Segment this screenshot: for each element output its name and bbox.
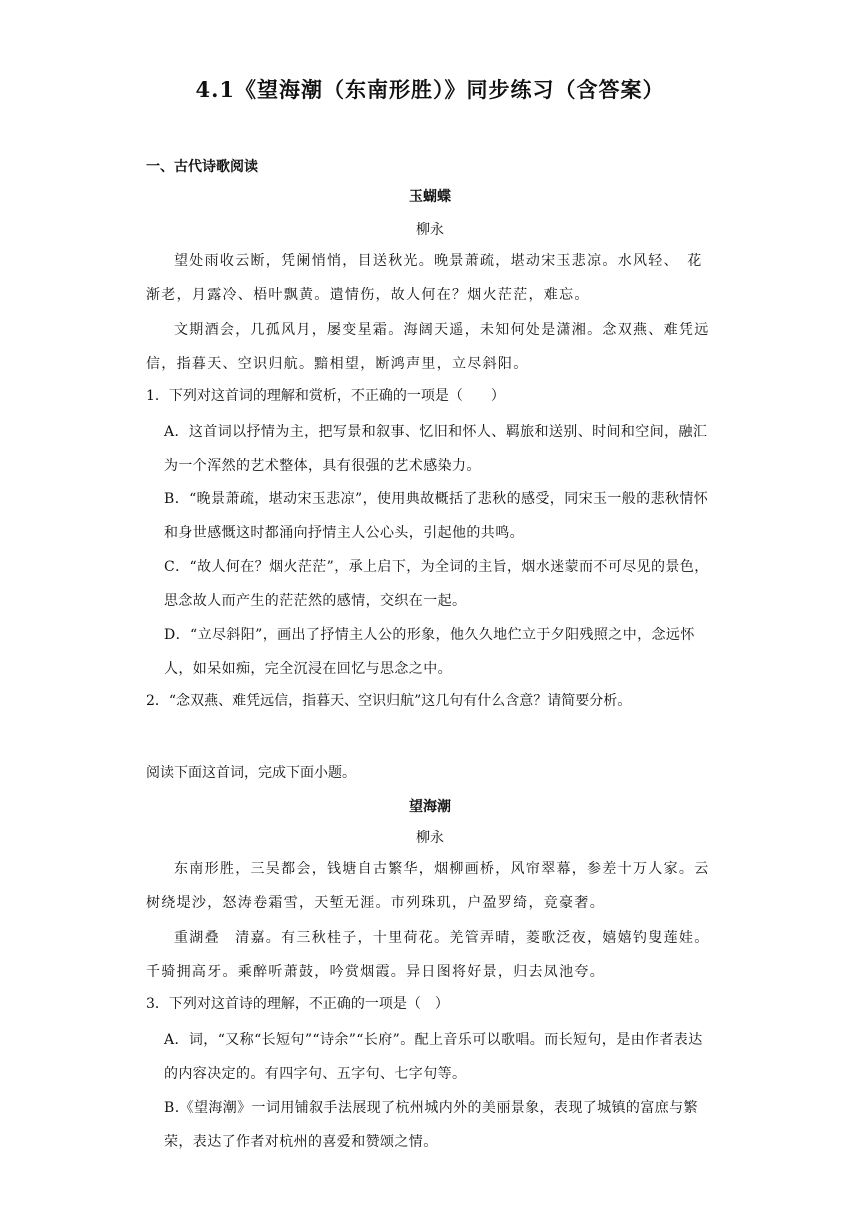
question-3-stem: 3．下列对这首诗的理解，不正确的一项是（ ） [146, 996, 449, 1012]
poem1-author: 柳永 [416, 222, 444, 238]
poem1-paragraph-1: 望处雨收云断，凭阑悄悄，目送秋光。晚景萧疏，堪动宋玉悲凉。水风轻、 花渐老，月露冷、梧叶飘黄。遣情伤，故人何在？烟火茫茫，难忘。 [146, 253, 703, 303]
poem2-paragraph-2: 重湖叠 清嘉。有三秋桂子，十里荷花。羌管弄晴，菱歌泛夜，嬉嬉钓叟莲娃。千骑拥高牙。乘醉听萧鼓，吟赏烟霞。异日图将好景，归去凤池夸。 [146, 930, 710, 980]
question-3-option-a: A．词，“又称“长短句”“诗余”“长府”。配上音乐可以歌唱。而长短句，是由作者表达的内容决定的。有四字句、五字句、七字句等。 [164, 1032, 703, 1082]
question-1-stem: 1．下列对这首词的理解和赏析，不正确的一项是（ ） [146, 388, 505, 404]
question-1-option-b: B．“晚景萧疏，堪动宋玉悲凉”，使用典故概括了悲秋的感受，同宋玉一般的悲秋情怀和身世感慨这时都涌向抒情主人公心头，引起他的共鸣。 [164, 491, 709, 541]
question-2-stem: 2．“念双燕、难凭远信，指暮天、空识归航”这几句有什么含意？请简要分析。 [146, 693, 632, 709]
section-heading: 一、古代诗歌阅读 [146, 159, 258, 175]
page-title: 4.1《望海潮（东南形胜）》同步练习（含答案） [195, 77, 665, 102]
question-1-option-c: C．“故人何在？烟火茫茫”，承上启下，为全词的主旨，烟水迷蒙而不可尽见的景色，思念故人而产生的茫茫然的感情，交织在一起。 [164, 559, 709, 609]
poem1-paragraph-2: 文期酒会，几孤风月，屡变星霜。海阔天遥，未知何处是潇湘。念双燕、难凭远信，指暮天、空识归航。黯相望，断鸿声里，立尽斜阳。 [146, 322, 710, 372]
poem2-paragraph-1: 东南形胜，三吴都会，钱塘自古繁华，烟柳画桥，风帘翠幕，参差十万人家。云树绕堤沙，怒涛卷霜雪，天堑无涯。市列珠玑，户盈罗绮，竞豪奢。 [146, 861, 710, 911]
question-1-option-a: A．这首词以抒情为主，把写景和叙事、忆旧和怀人、羁旅和送别、时间和空间，融汇为一个浑然的艺术整体，具有很强的艺术感染力。 [164, 424, 708, 474]
poem1-title: 玉蝴蝶 [409, 189, 451, 205]
poem2-author: 柳永 [416, 830, 444, 846]
reading-instruction: 阅读下面这首词，完成下面小题。 [146, 765, 356, 781]
question-3-option-b: B.《望海潮》一词用铺叙手法展现了杭州城内外的美丽景象，表现了城镇的富庶与繁荣，表达了作者对杭州的喜爱和赞颂之情。 [164, 1100, 698, 1150]
poem2-title: 望海潮 [409, 799, 451, 815]
question-1-option-d: D．“立尽斜阳”，画出了抒情主人公的形象，他久久地伫立于夕阳残照之中，念远怀人，如呆如痴，完全沉浸在回忆与思念之中。 [164, 627, 695, 677]
